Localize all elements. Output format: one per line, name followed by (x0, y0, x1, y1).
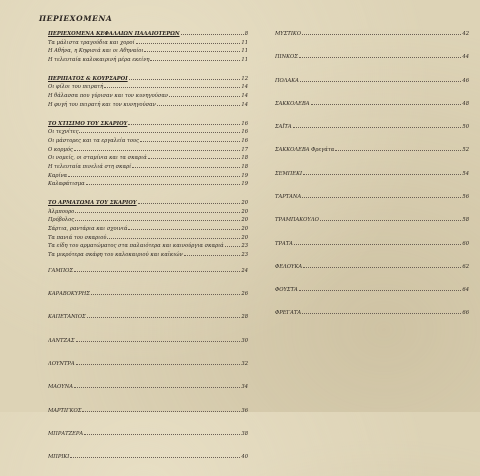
entry-title: ΠΕΡΙΠΑΤΟΣ & ΚΟΥΡΣΑΡΟΙ (48, 75, 128, 82)
toc-entry[interactable] (275, 263, 469, 272)
entry-title: ΤΑΡΤΑΝΑ (275, 193, 302, 200)
entry-title: ΠΙΝΚΟΣ (275, 54, 298, 61)
toc-entry[interactable] (275, 30, 469, 39)
toc-entry[interactable] (48, 154, 248, 163)
dot-leader (150, 60, 240, 61)
entry-title: ΦΡΕΓΑΤΑ (275, 310, 302, 317)
dot-leader (303, 267, 461, 268)
toc-entry[interactable] (48, 313, 248, 322)
entry-title: Τα είδη του αρματώματος στα παλαιότερα και καινούργια σκαριά (48, 243, 224, 250)
entry-title: ΦΕΛΟΥΚΑ (275, 263, 303, 270)
entry-page: 16 (241, 137, 248, 144)
dot-leader (76, 341, 241, 342)
toc-entry[interactable] (275, 193, 469, 202)
dot-leader (87, 317, 241, 318)
dot-leader (86, 184, 241, 185)
dot-leader (138, 203, 241, 204)
entry-page: 50 (462, 124, 469, 131)
entry-page: 20 (241, 226, 248, 233)
toc-entry[interactable] (48, 199, 248, 208)
entry-page: 18 (241, 163, 248, 170)
toc-entry[interactable] (48, 146, 248, 155)
dot-leader (79, 132, 240, 133)
entry-page: 52 (462, 147, 469, 154)
entry-page: 58 (462, 217, 469, 224)
entry-page: 14 (241, 93, 248, 100)
entry-page: 64 (462, 287, 469, 294)
dot-leader (148, 158, 241, 159)
entry-page: 23 (241, 252, 248, 259)
toc-entry[interactable] (48, 92, 248, 101)
entry-page: 20 (241, 234, 248, 241)
dot-leader (157, 105, 241, 106)
dot-leader (225, 246, 241, 247)
entry-title: ΜΥΣΤΙΚΟ (275, 31, 302, 37)
entry-page: 18 (241, 155, 248, 162)
section-gap (48, 110, 248, 120)
toc-vessel-list (48, 267, 248, 462)
entry-title: ΤΡΑΤΑ (275, 240, 293, 247)
entry-page: 11 (241, 39, 248, 46)
dot-leader (74, 150, 241, 151)
entry-title: ΤΡΑΜΠΑΚΟΥΛΟ (275, 217, 319, 224)
entry-title: ΣΑΚΚΟΛΕΒΑ Φρεγάτα (275, 147, 335, 154)
entry-page: 46 (462, 77, 469, 84)
entry-page: 32 (241, 360, 248, 367)
dot-leader (104, 87, 240, 88)
toc-entry[interactable] (48, 407, 248, 416)
toc-entry[interactable] (48, 128, 248, 137)
toc-entry[interactable] (48, 101, 248, 110)
toc-entry[interactable] (48, 225, 248, 234)
entry-page: 38 (241, 430, 248, 437)
dot-leader (68, 176, 240, 177)
toc-entry[interactable] (48, 172, 248, 181)
dot-leader (144, 51, 240, 52)
toc-entry[interactable] (48, 383, 248, 392)
entry-title: ΚΑΡΑΒΟΚΥΡΗΣ (48, 291, 90, 298)
entry-page: 42 (462, 31, 469, 37)
entry-page: 54 (462, 170, 469, 177)
dot-leader (132, 167, 240, 168)
section-gap (48, 189, 248, 199)
dot-leader (128, 229, 240, 230)
entry-title: ΛΟΥΝΤΡΑ (48, 360, 75, 367)
toc-entry[interactable] (275, 77, 469, 86)
dot-leader (75, 220, 240, 221)
entry-title: ΜΑΡΤΙΓΚΟΣ (48, 407, 82, 414)
entry-page: 40 (241, 454, 248, 461)
entry-title: Η τελευταία καλοκαιρινή μέρα εκείνη (48, 57, 150, 64)
dot-leader (84, 434, 240, 435)
toc-entry[interactable] (48, 337, 248, 346)
toc-entry[interactable] (275, 170, 469, 179)
entry-page: 14 (241, 101, 248, 108)
entry-page: 11 (241, 48, 248, 55)
entry-title: Καρίνα (48, 172, 68, 179)
dot-leader (74, 387, 240, 388)
entry-title: ΠΟΛΑΚΑ (275, 77, 299, 84)
entry-page: 19 (241, 172, 248, 179)
entry-page: 20 (241, 200, 248, 206)
dot-leader (140, 141, 240, 142)
entry-title: Οι τεχνίτες (48, 129, 79, 136)
dot-leader (169, 96, 240, 97)
toc-entry[interactable] (48, 360, 248, 369)
toc-entry[interactable] (275, 123, 469, 132)
dot-leader (181, 34, 244, 35)
toc-entry[interactable] (275, 53, 469, 62)
dot-leader (136, 43, 241, 44)
section-gap (48, 260, 248, 267)
toc-entry[interactable] (48, 180, 248, 189)
toc-entry[interactable] (48, 137, 248, 146)
dot-leader (303, 174, 461, 175)
entry-title: Η θάλασσα που γύρισαν και τον κυνηγούσαν (48, 93, 169, 100)
dot-leader (70, 457, 240, 458)
toc-entry[interactable] (48, 75, 248, 84)
entry-page: 8 (244, 31, 248, 37)
page-title: ΠΕΡΙΕΧΟΜΕΝΑ (39, 14, 113, 23)
entry-title: Η τελευταία πινελιά στη σκαρί (48, 163, 132, 170)
entry-title: Ο κορμός (48, 146, 73, 153)
entry-page: 56 (462, 193, 469, 200)
toc-entry[interactable] (48, 234, 248, 243)
entry-title: ΦΟΥΣΤΑ (275, 287, 298, 294)
entry-page: 16 (241, 129, 248, 136)
entry-page: 11 (241, 57, 248, 64)
entry-page: 12 (241, 75, 248, 82)
entry-page: 20 (241, 217, 248, 224)
toc-entry[interactable] (48, 39, 248, 48)
entry-page: 26 (241, 291, 248, 298)
toc-entry[interactable] (275, 309, 469, 318)
entry-page: 19 (241, 181, 248, 188)
entry-title: ΣΑΚΚΟΛΕΒΑ (275, 100, 310, 107)
entry-title: Οι νομείς, οι σταμίνια και τα σκαριά (48, 155, 147, 162)
dot-leader (299, 290, 462, 291)
entry-title: ΣΕΜΠΕΚΙ (275, 170, 303, 177)
toc-entry[interactable] (275, 146, 469, 155)
left-column (48, 30, 248, 476)
dot-leader (299, 57, 461, 58)
dot-leader (75, 212, 240, 213)
toc-entry[interactable] (48, 242, 248, 251)
toc-entry[interactable] (275, 240, 469, 249)
entry-page: 44 (462, 54, 469, 61)
entry-page: 36 (241, 407, 248, 414)
entry-title: Οι μάστορες και τα εργαλεία τους (48, 137, 140, 144)
entry-title: ΛΑΝΤΖΑΣ (48, 337, 75, 344)
entry-title: Καλαφάτισμα (48, 181, 85, 188)
entry-title: Η Αθήνα, η Κηφισιά και οι Αθηναίοι (48, 48, 144, 55)
toc-entry[interactable] (48, 251, 248, 260)
toc-entry[interactable] (48, 267, 248, 276)
entry-title: Τα πανιά του σκαριού (48, 234, 107, 241)
entry-page: 14 (241, 84, 248, 91)
dot-leader (293, 127, 462, 128)
entry-title: Τα μικρότερα σκάφη του καλοκαιριού και καϊκιών (48, 252, 183, 259)
section-gap (48, 65, 248, 75)
entry-page: 20 (241, 208, 248, 215)
entry-title: Η φυγή του πειρατή και τον κυνηγούσαν (48, 101, 156, 108)
toc-entry[interactable] (48, 56, 248, 65)
dot-leader (128, 124, 240, 125)
toc-section (48, 120, 248, 190)
entry-page: 17 (241, 146, 248, 153)
dot-leader (107, 238, 240, 239)
entry-page: 28 (241, 314, 248, 321)
right-column (275, 30, 469, 333)
toc-entry[interactable] (48, 216, 248, 225)
entry-title: ΜΑΟΥΝΑ (48, 384, 74, 391)
entry-title: Άλμπουρο (48, 208, 75, 215)
dot-leader (335, 150, 461, 151)
entry-page: 66 (462, 310, 469, 317)
entry-title: ΜΠΡΙΚΙ (48, 454, 70, 461)
entry-title: ΚΑΠΕΤΑΝΙΟΣ (48, 314, 86, 321)
dot-leader (302, 313, 461, 314)
dot-leader (320, 220, 462, 221)
entry-page: 16 (241, 120, 248, 127)
toc-section (48, 30, 248, 65)
entry-page: 34 (241, 384, 248, 391)
dot-leader (184, 255, 241, 256)
toc-entry[interactable] (48, 47, 248, 56)
toc-entry[interactable] (275, 216, 469, 225)
dot-leader (91, 294, 240, 295)
toc-entry[interactable] (48, 290, 248, 299)
dot-leader (74, 271, 240, 272)
entry-page: 30 (241, 337, 248, 344)
toc-entry[interactable] (48, 83, 248, 92)
toc-entry[interactable] (48, 208, 248, 217)
entry-title: ΓΑΜΠΟΣ (48, 267, 74, 274)
toc-entry[interactable] (48, 453, 248, 462)
dot-leader (302, 34, 461, 35)
dot-leader (300, 81, 461, 82)
entry-page: 62 (462, 263, 469, 270)
toc-entry[interactable] (48, 430, 248, 439)
dot-leader (294, 244, 461, 245)
entry-page: 48 (462, 100, 469, 107)
toc-entry[interactable] (275, 100, 469, 109)
entry-page: 60 (462, 240, 469, 247)
dot-leader (76, 364, 241, 365)
entry-title: Σάρτια, ραντάρια και σχοινιά (48, 226, 128, 233)
entry-title: ΤΟ ΑΡΜΑΤΩΜΑ ΤΟΥ ΣΚΑΡΙΟΥ (48, 200, 137, 206)
toc-entry[interactable] (48, 163, 248, 172)
entry-title: ΣΑΪΤΑ (275, 124, 292, 131)
dot-leader (129, 79, 241, 80)
toc-entry[interactable] (48, 120, 248, 129)
entry-title: ΠΕΡΙΕΧΟΜΕΝΑ ΚΕΦΑΛΑΙΩΝ ΠΑΛΑΙΟΤΕΡΩΝ (48, 31, 180, 37)
entry-page: 24 (241, 267, 248, 274)
toc-section (48, 75, 248, 110)
entry-title: ΤΟ ΧΤΙΣΙΜΟ ΤΟΥ ΣΚΑΡΙΟΥ (48, 120, 128, 127)
entry-title: ΜΠΡΑΤΖΕΡΑ (48, 430, 84, 437)
toc-entry[interactable] (275, 286, 469, 295)
entry-title: Πρόβολος (48, 217, 75, 224)
toc-entry[interactable] (48, 30, 248, 39)
entry-page: 23 (241, 243, 248, 250)
entry-title: Τα μάλιστα τραγούδια και χοροί (48, 39, 135, 46)
entry-title: Οι φίλοι του πειρατή (48, 84, 104, 91)
dot-leader (311, 104, 462, 105)
toc-section (48, 199, 248, 260)
dot-leader (302, 197, 461, 198)
dot-leader (82, 411, 240, 412)
